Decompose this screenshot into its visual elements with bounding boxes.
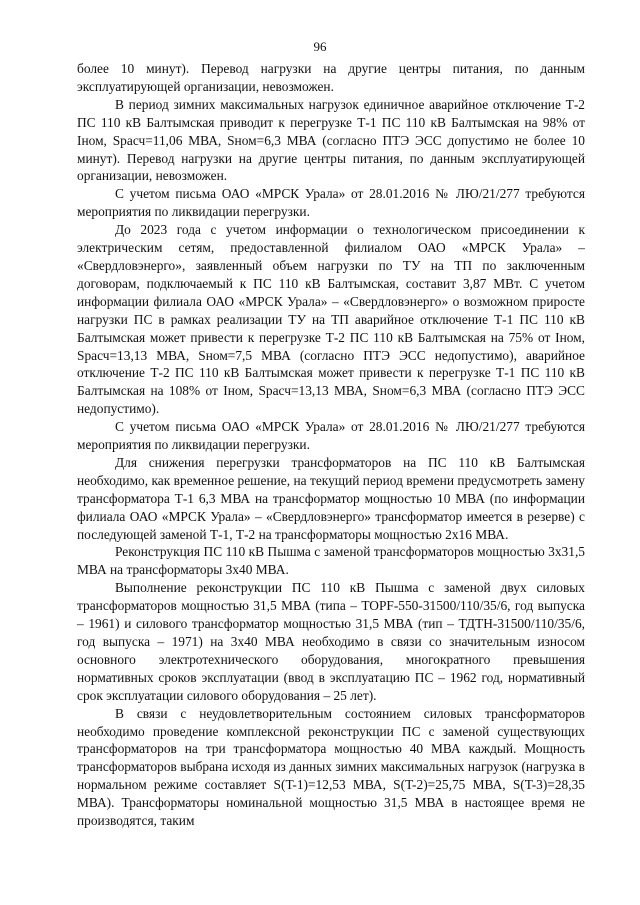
document-body (77, 60, 585, 830)
paragraph-8: Выполнение реконструкции ПС 110 кВ Пышма с заменой двух силовых трансформаторов мощностью 31,5 МВА (типа – TOPF-550-31500/110/35/6, год выпуска – 1961) и силового трансформатор мощностью 31,5 МВА (тип – ТДТН-31500/110/35/6, год выпуска – 1971) на 3x40 МВА необходимо в связи со значительным износом основного электротехнического оборудования, многократного превышения нормативных сроков эксплуатации (ввод в эксплуатацию ПС – 1962 год, нормативный срок эксплуатации силового оборудования – 25 лет). (77, 580, 585, 703)
paragraph-9: В связи с неудовлетворительным состоянием силовых трансформаторов необходимо проведение комплексной реконструкции ПС с заменой существующих трансформаторов на три трансформатора мощностью 40 МВА каждый. Мощность трансформаторов выбрана исходя из данных зимних максимальных нагрузок (нагрузка в нормальном режиме составляет S(T-1)=12,53 МВА, S(T-2)=25,75 МВА, S(T-3)=28,35 МВА). Трансформаторы номинальной мощностью 31,5 МВА в настоящее время не производятся, таким (77, 705, 585, 829)
paragraph-7: Реконструкция ПС 110 кВ Пышма с заменой трансформаторов мощностью 3x31,5 МВА на трансформаторы 3x40 МВА. (77, 544, 585, 578)
page-number: 96 (313, 39, 327, 54)
paragraph-1: более 10 минут). Перевод нагрузки на другие центры питания, по данным эксплуатирующей организации, невозможен. (77, 61, 585, 94)
paragraph-5: С учетом письма ОАО «МРСК Урала» от 28.01.2016 № ЛЮ/21/277 требуются мероприятия по ликвидации перегрузки. (77, 419, 585, 453)
paragraph-6: Для снижения перегрузки трансформаторов на ПС 110 кВ Балтымская необходимо, как временное решение, на текущий период времени предусмотреть замену трансформатора Т-1 6,3 МВА на трансформатор мощностью 10 МВА (по информации филиала ОАО «МРСК Урала» – «Свердловэнерго» трансформатор имеется в резерве) с последующей заменой Т-1, Т-2 на трансформаторы мощностью 2x16 МВА. (77, 454, 585, 542)
paragraph-2: В период зимних максимальных нагрузок единичное аварийное отключение Т-2 ПС 110 кВ Балтымская приводит к перегрузке Т-1 ПС 110 кВ Балтымская на 98% от Iном, Sрасч=11,06 МВА, Sном=6,3 МВА (согласно ПТЭ ЭСС допустимо не более 10 минут). Перевод нагрузки на другие центры питания, по данным эксплуатирующей организации, невозможен. (77, 96, 585, 184)
paragraph-4: До 2023 года с учетом информации о технологическом присоединении к электрическим сетям, предоставленной филиалом ОАО «МРСК Урала» – «Свердловэнерго», заявленный объем нагрузки по ТУ на ТП по заключенным договорам, подключаемый к ПС 110 кВ Балтымская, составит 3,87 МВт. С учетом информации филиала ОАО «МРСК Урала» – «Свердловэнерго» о возможном приросте нагрузки ПС в рамках реализации ТУ на ТП аварийное отключение Т-1 ПС 110 кВ Балтымская может привести к перегрузке Т-2 ПС 110 кВ Балтымская на 75% от Iном, Sрасч=13,13 МВА, Sном=7,5 МВА (согласно ПТЭ ЭСС недопустимо), аварийное отключение Т-2 ПС 110 кВ Балтымская может привести к перегрузке Т-1 ПС 110 кВ Балтымская на 108% от Iном, Sрасч=13,13 МВА, Sном=6,3 МВА (согласно ПТЭ ЭСС недопустимо). (77, 222, 585, 417)
paragraph-3: С учетом письма ОАО «МРСК Урала» от 28.01.2016 № ЛЮ/21/277 требуются мероприятия по ликвидации перегрузки. (77, 186, 585, 220)
